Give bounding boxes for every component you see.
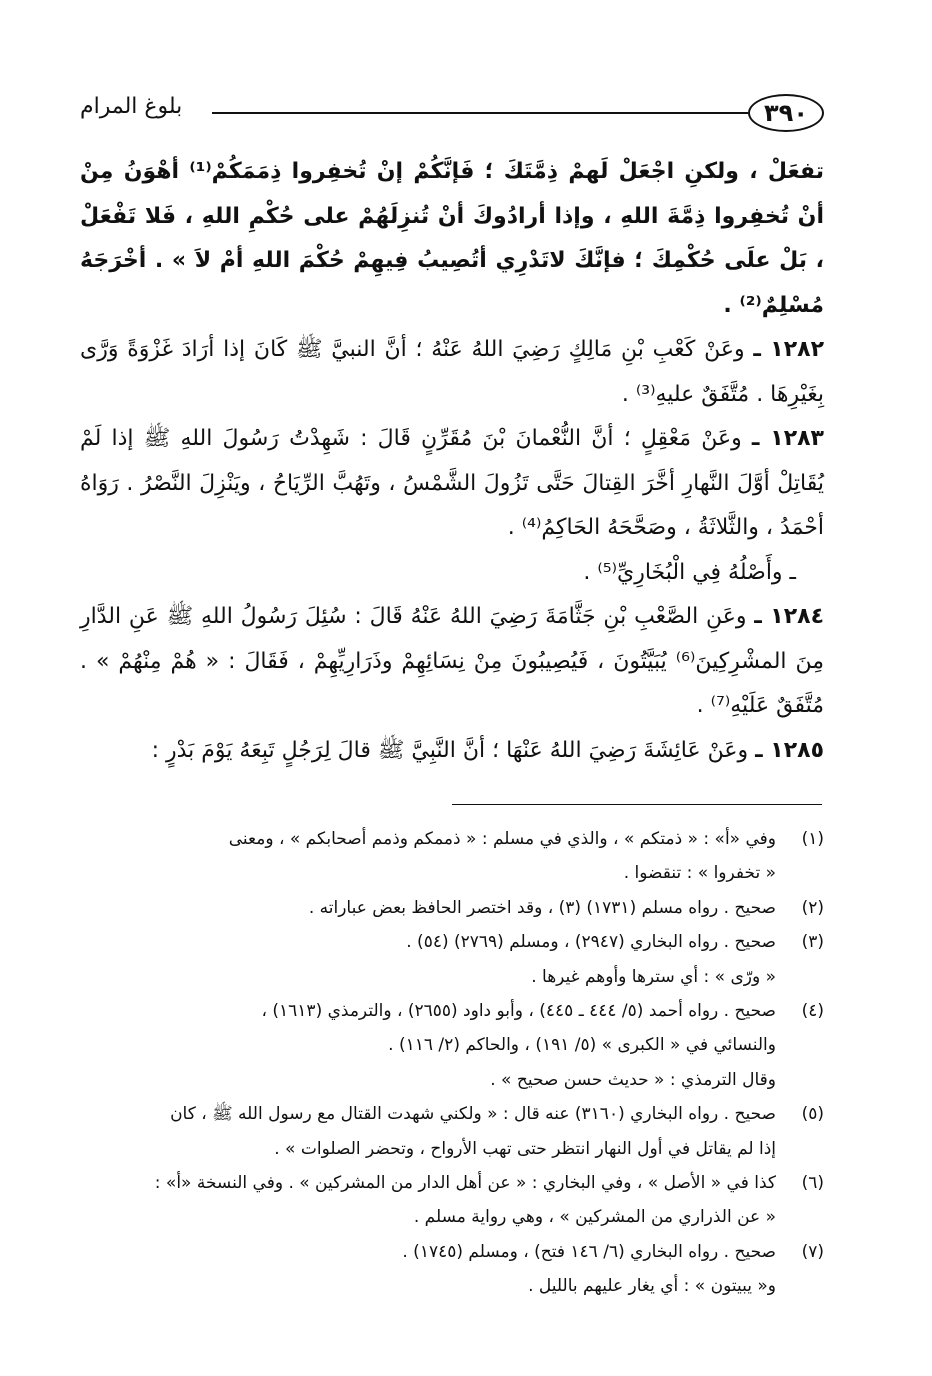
footnote-body [80, 925, 776, 994]
hadith-continuation: تفعَلْ ، ولكنِ اجْعَلْ لَهمْ ذِمَّتَكَ ؛ فَإنَّكُمْ إنْ تُخفِروا ذِمَمَكُمْ⁽¹⁾ أهْوَنُ مِنْ أنْ تُخفِروا ذِمَّةَ اللهِ ، وإذا أرادُوكَ أنْ تُنزِلَهُمْ على حُكْمِ اللهِ ، فَلا تَفْعَلْ ، بَلْ علَى حُكْمِكَ ؛ فإنَّكَ لاتَدْرِي أتُصِيبُ فِيهِمْ حُكْمَ اللهِ أمْ لاَ » . أخْرَجَهُ مُسْلِمٌ⁽²⁾ . [80, 159, 824, 318]
footnote-line: و« يبيتون » : أي يغار عليهم بالليل . [528, 1276, 776, 1297]
footnote-line: إذا لم يقاتل في أول النهار انتظر حتى تهب الأرواح ، وتحضر الصلوات » . [274, 1138, 776, 1159]
hadith-1283-note: ـ وأَصْلُهُ فِي الْبُخَارِيِّ⁽⁵⁾ . [583, 559, 796, 585]
hadith-number: ١٢٨٣ ـ [751, 426, 824, 451]
hadith-1282 [80, 328, 824, 417]
footnote-line: « تخفروا » : تنقضوا . [623, 863, 776, 884]
footnote-3 [80, 925, 824, 994]
footnote-line: صحيح . رواه أحمد (٥/ ٤٤٤ ـ ٤٤٥) ، وأبو داود (٢٦٥٥) ، والترمذي (١٦١٣) ، [261, 1001, 776, 1022]
footnote-4 [80, 994, 824, 1097]
hadith-number: ١٢٨٢ ـ [753, 337, 824, 362]
footnote-body [80, 1235, 776, 1304]
footnote-line: صحيح . رواه البخاري (٢٩٤٧) ، ومسلم (٢٧٦٩) (٥٤) . [406, 932, 776, 953]
footnote-body [80, 994, 776, 1097]
footnote-line: وفي «أ» : « ذمتكم » ، والذي في مسلم : « ذممكم وذمم أصحابكم » ، ومعنى [228, 829, 776, 849]
page-number: ٣٩٠ [748, 94, 824, 132]
footnotes [80, 822, 824, 1304]
hadith-text: وعَنْ مَعْقِلٍ ؛ أنَّ النُّعْمانَ بْنَ مُقَرِّنٍ قَالَ : شَهِدْتُ رَسُولَ اللهِ ﷺ إذا لَمْ يُقَاتِلْ أوَّلَ النَّهارِ أخَّرَ القِتالَ حَتَّى تَزُولَ الشَّمْسُ ، وتَهُبَّ الرِّيَاحُ ، ويَنْزِلَ النَّصْرُ . رَوَاهُ أحْمَدُ ، والثَّلاثَةُ ، وصَحَّحَهُ الحَاكِمُ⁽⁴⁾ . [80, 426, 824, 540]
footnote-6 [80, 1166, 824, 1235]
footnote-body [80, 1166, 776, 1235]
main-text [80, 150, 824, 773]
footnote-number: (٤) [801, 1001, 824, 1022]
footnote-line: « عن الذراري من المشركين » ، وهي رواية مسلم . [413, 1207, 776, 1228]
footnote-7 [80, 1235, 824, 1304]
hadith-number: ١٢٨٥ ـ [755, 737, 824, 763]
footnote-line: صحيح . رواه البخاري (٣١٦٠) عنه قال : « ولكني شهدت القتال مع رسول الله ﷺ ، كان [170, 1104, 776, 1125]
footnote-line: صحيح . رواه مسلم (١٧٣١) (٣) ، وقد اختصر الحافظ بعض عباراته . [308, 897, 776, 918]
hadith-number: ١٢٨٤ ـ [754, 604, 824, 629]
footnote-line: كذا في « الأصل » ، وفي البخاري : « عن أهل الدار من المشركين » . وفي النسخة «أ» : [154, 1173, 776, 1194]
hadith-text: وعَنْ كَعْبِ بْنِ مَالِكٍ رَضِيَ اللهُ عَنْهُ ؛ أنَّ النبيَّ ﷺ كَانَ إذا أرَادَ غَزْوَةً وَرَّى بِغَيْرِهَا . مُتَّفَقٌ عليهِ⁽³⁾ . [80, 337, 824, 407]
footnote-2 [80, 891, 824, 925]
footnote-separator [452, 804, 822, 805]
footnote-number: (٦) [801, 1173, 824, 1194]
hadith-text: وعَنْ عَائِشَةَ رَضِيَ اللهُ عَنْهَا ؛ أنَّ النَّبِيَّ ﷺ قالَ لِرَجُلٍ تَبِعَهُ يَوْمَ بَدْرٍ : [151, 737, 749, 763]
footnote-number: (٢) [801, 897, 824, 918]
footnote-line: والنسائي في « الكبرى » (٥/ ١٩١) ، والحاكم (٢/ ١١٦) . [388, 1035, 776, 1056]
footnote-body [80, 891, 776, 925]
footnote-number: (٥) [801, 1104, 824, 1125]
footnote-line: « ورّى » : أي سترها وأوهم غيرها . [531, 966, 776, 987]
footnote-number: (٣) [801, 932, 824, 953]
hadith-1284 [80, 595, 824, 729]
hadith-text: وعَنِ الصَّعْبِ بْنِ جَثَّامَةَ رَضِيَ اللهُ عَنْهُ قَالَ : سُئِلَ رَسُولُ اللهِ ﷺ عَنِ الدَّارِ مِنَ المشْرِكِينَ⁽⁶⁾ يُبَيَّتُونَ ، فَيُصِيبُونَ مِنْ نِسَائِهِمْ وذَرَارِيِّهِمْ ، فَقَالَ : « هُمْ مِنْهُمْ » . مُتَّفَقٌ عَلَيْهِ⁽⁷⁾ . [80, 604, 824, 718]
footnote-line: وقال الترمذي : « حديث حسن صحيح » . [490, 1069, 776, 1090]
hadith-1285 [80, 729, 824, 774]
header-rule [212, 112, 748, 114]
footnote-1 [80, 822, 824, 891]
footnote-body [80, 822, 776, 891]
footnote-number: (٧) [801, 1241, 824, 1262]
book-title: بلوغ المرام [80, 94, 183, 119]
page-header [80, 88, 824, 138]
footnote-line: صحيح . رواه البخاري (٦/ ١٤٦ فتح) ، ومسلم (١٧٤٥) . [402, 1241, 776, 1262]
footnote-body [80, 1097, 776, 1166]
footnote-5 [80, 1097, 824, 1166]
hadith-1283 [80, 417, 824, 551]
footnote-number: (١) [801, 829, 824, 849]
